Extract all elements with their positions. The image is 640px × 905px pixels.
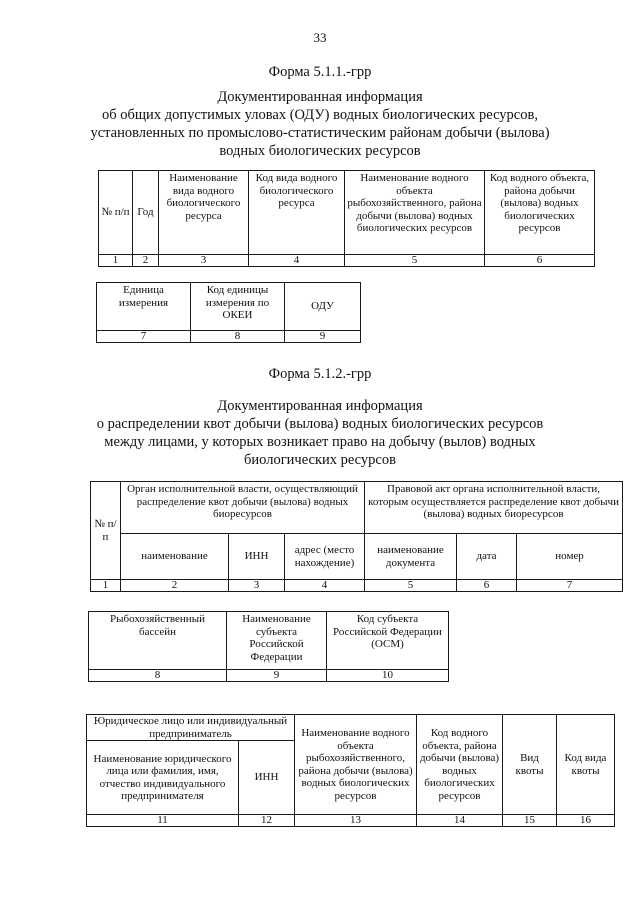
number-cell: 8 bbox=[89, 670, 227, 682]
header-cell: Наименование водного объекта рыбохозяйственного, района добычи (вылова) водных биологических ресурсов bbox=[295, 715, 417, 815]
heading-line: биологических ресурсов bbox=[244, 452, 396, 468]
number-cell: 13 bbox=[295, 815, 417, 827]
subheader-row bbox=[91, 534, 623, 580]
group-header-cell: Правовой акт органа исполнительной власти, которым осуществляется распределение квот добычи (вылова) водных биоресурсов bbox=[365, 482, 623, 534]
header-cell: Код субъекта Российской Федерации (ОСМ) bbox=[327, 612, 449, 670]
header-cell: Единица измерения bbox=[97, 283, 191, 331]
group-header-cell: Юридическое лицо или индивидуальный предприниматель bbox=[87, 715, 295, 741]
number-cell: 1 bbox=[99, 255, 133, 267]
form-5-1-2-heading bbox=[40, 397, 600, 469]
number-cell: 16 bbox=[557, 815, 615, 827]
group-header-cell: Орган исполнительной власти, осуществляющий распределение квот добычи (вылова) водных биоресурсов bbox=[121, 482, 365, 534]
header-cell: Вид квоты bbox=[503, 715, 557, 815]
heading-line: Документированная информация bbox=[217, 89, 423, 105]
header-row bbox=[97, 283, 361, 331]
number-row bbox=[87, 815, 615, 827]
header-cell: Код вида водного биологического ресурса bbox=[249, 171, 345, 255]
form-5-1-2-title: Форма 5.1.2.-грр bbox=[268, 366, 372, 382]
number-cell: 3 bbox=[229, 580, 285, 592]
header-cell: № п/п bbox=[91, 482, 121, 580]
number-cell: 8 bbox=[191, 331, 285, 343]
number-cell: 3 bbox=[159, 255, 249, 267]
header-cell: Наименование субъекта Российской Федерации bbox=[227, 612, 327, 670]
number-cell: 7 bbox=[517, 580, 623, 592]
subheader-cell: наименование bbox=[121, 534, 229, 580]
number-cell: 15 bbox=[503, 815, 557, 827]
form-5-1-2-table-3 bbox=[86, 714, 615, 827]
number-cell: 4 bbox=[285, 580, 365, 592]
form-5-1-1-table-2 bbox=[96, 282, 361, 343]
number-cell: 2 bbox=[133, 255, 159, 267]
heading-line: о распределении квот добычи (вылова) водных биологических ресурсов bbox=[96, 416, 544, 432]
number-cell: 11 bbox=[87, 815, 239, 827]
header-cell: Код единицы измерения по ОКЕИ bbox=[191, 283, 285, 331]
form-5-1-1-table-1 bbox=[98, 170, 595, 267]
number-cell: 2 bbox=[121, 580, 229, 592]
number-cell: 9 bbox=[227, 670, 327, 682]
group-header-row bbox=[87, 715, 615, 741]
header-cell: Год bbox=[133, 171, 159, 255]
heading-line: водных биологических ресурсов bbox=[219, 143, 421, 159]
heading-line: между лицами, у которых возникает право на добычу (вылов) водных bbox=[104, 434, 536, 450]
number-cell: 10 bbox=[327, 670, 449, 682]
form-5-1-2-table-2 bbox=[88, 611, 449, 682]
number-row bbox=[89, 670, 449, 682]
number-cell: 7 bbox=[97, 331, 191, 343]
form-5-1-2-table-1 bbox=[90, 481, 623, 592]
header-cell: Код водного объекта, района добычи (вылова) водных биологических ресурсов bbox=[485, 171, 595, 255]
number-cell: 12 bbox=[239, 815, 295, 827]
header-cell: Рыбохозяйственный бассейн bbox=[89, 612, 227, 670]
number-cell: 5 bbox=[365, 580, 457, 592]
page-number: 33 bbox=[313, 30, 327, 45]
form-5-1-1-heading bbox=[40, 88, 600, 160]
number-row bbox=[99, 255, 595, 267]
header-row bbox=[89, 612, 449, 670]
number-cell: 4 bbox=[249, 255, 345, 267]
number-cell: 6 bbox=[457, 580, 517, 592]
header-cell: Код водного объекта, района добычи (вылова) водных биологических ресурсов bbox=[417, 715, 503, 815]
number-cell: 1 bbox=[91, 580, 121, 592]
heading-line: об общих допустимых уловах (ОДУ) водных биологических ресурсов, bbox=[102, 107, 538, 123]
number-cell: 6 bbox=[485, 255, 595, 267]
subheader-cell: Наименование юридического лица или фамилия, имя, отчество индивидуального предпринимателя bbox=[87, 741, 239, 815]
header-cell: Наименование водного объекта рыбохозяйственного, района добычи (вылова) водных биологических ресурсов bbox=[345, 171, 485, 255]
header-cell: ОДУ bbox=[285, 283, 361, 331]
subheader-cell: ИНН bbox=[229, 534, 285, 580]
subheader-cell: адрес (место нахождение) bbox=[285, 534, 365, 580]
header-cell: № п/п bbox=[99, 171, 133, 255]
subheader-cell: наименование документа bbox=[365, 534, 457, 580]
heading-line: установленных по промыслово-статистическим районам добычи (вылова) bbox=[90, 125, 550, 141]
form-5-1-1-title: Форма 5.1.1.-грр bbox=[268, 64, 372, 80]
number-cell: 9 bbox=[285, 331, 361, 343]
header-row bbox=[99, 171, 595, 255]
header-cell: Код вида квоты bbox=[557, 715, 615, 815]
subheader-cell: дата bbox=[457, 534, 517, 580]
heading-line: Документированная информация bbox=[217, 398, 423, 414]
group-header-row bbox=[91, 482, 623, 534]
header-cell: Наименование вида водного биологического ресурса bbox=[159, 171, 249, 255]
number-row bbox=[91, 580, 623, 592]
subheader-cell: номер bbox=[517, 534, 623, 580]
number-cell: 14 bbox=[417, 815, 503, 827]
subheader-cell: ИНН bbox=[239, 741, 295, 815]
number-row bbox=[97, 331, 361, 343]
number-cell: 5 bbox=[345, 255, 485, 267]
